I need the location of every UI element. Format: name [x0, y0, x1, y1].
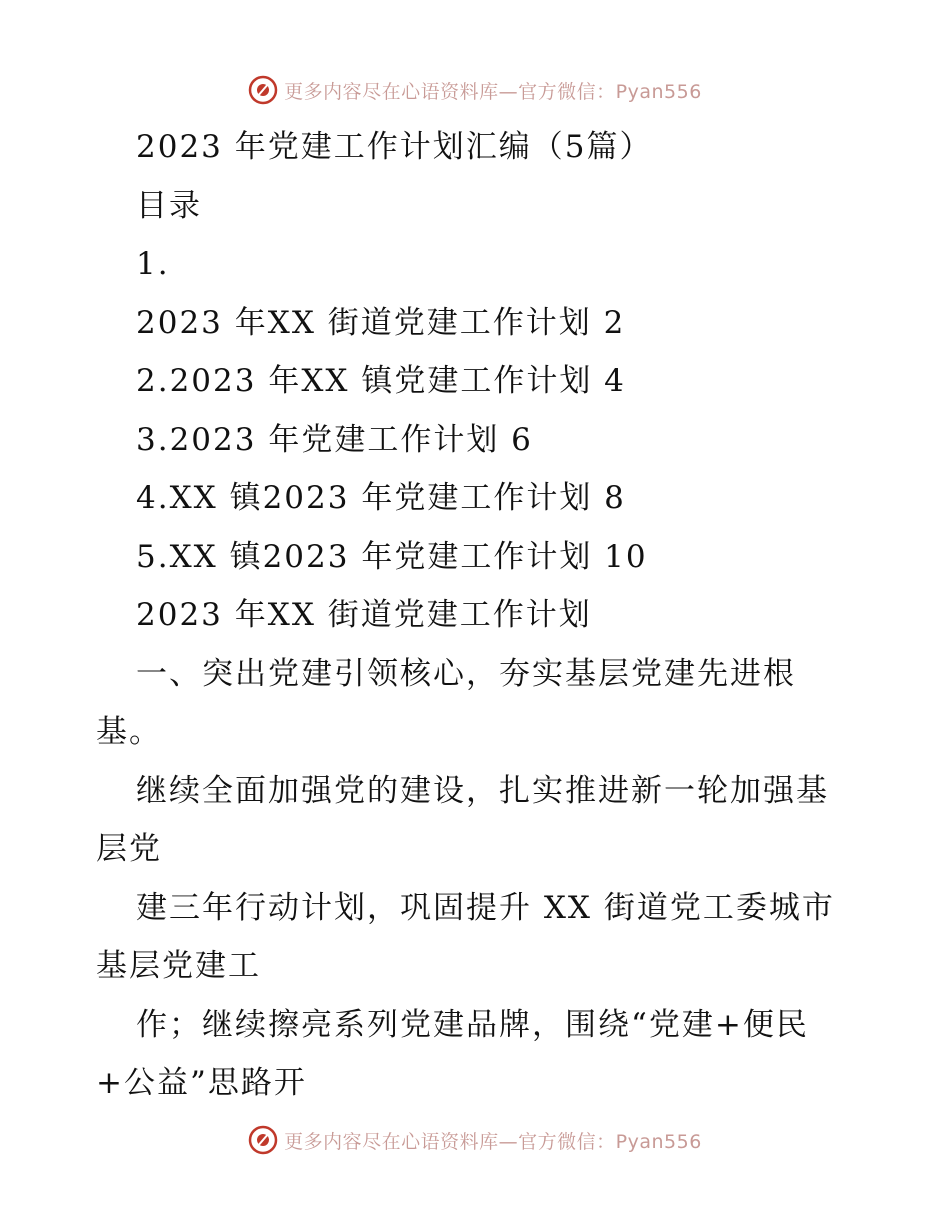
watermark-banner-bottom	[0, 1120, 950, 1160]
document-body	[96, 118, 866, 1113]
toc-item: 2.2023 年XX 镇党建工作计划 4	[136, 363, 626, 399]
watermark-text: 更多内容尽在心语资料库—官方微信：Pyan556	[284, 1130, 702, 1153]
rose-stamp-icon	[248, 75, 278, 105]
toc-item-number: 1.	[136, 246, 170, 282]
watermark-banner-top	[0, 70, 950, 110]
paragraph-line: 基。	[96, 714, 162, 750]
paragraph-line: 层党	[96, 831, 162, 867]
watermark-text: 更多内容尽在心语资料库—官方微信：Pyan556	[284, 80, 702, 103]
toc-heading: 目录	[136, 187, 202, 224]
toc-item: 5.XX 镇2023 年党建工作计划 10	[136, 538, 648, 575]
toc-item: 3.2023 年党建工作计划 6	[136, 421, 533, 458]
paragraph-line: +公益”思路开	[96, 1065, 307, 1101]
document-title: 2023 年党建工作计划汇编（5篇）	[136, 129, 653, 165]
section-title: 2023 年XX 街道党建工作计划	[136, 597, 592, 633]
paragraph-line: 基层党建工	[96, 948, 261, 984]
paragraph-line: 建三年行动计划，巩固提升 XX 街道党工委城市	[136, 889, 835, 926]
paragraph-line: 一、突出党建引领核心，夯实基层党建先进根	[136, 655, 796, 692]
rose-stamp-icon	[248, 1125, 278, 1155]
toc-item: 2023 年XX 街道党建工作计划 2	[136, 304, 626, 341]
paragraph-line: 作；继续擦亮系列党建品牌，围绕“党建+便民	[136, 1006, 809, 1043]
toc-item: 4.XX 镇2023 年党建工作计划 8	[136, 480, 626, 516]
paragraph-line: 继续全面加强党的建设，扎实推进新一轮加强基	[136, 772, 829, 809]
